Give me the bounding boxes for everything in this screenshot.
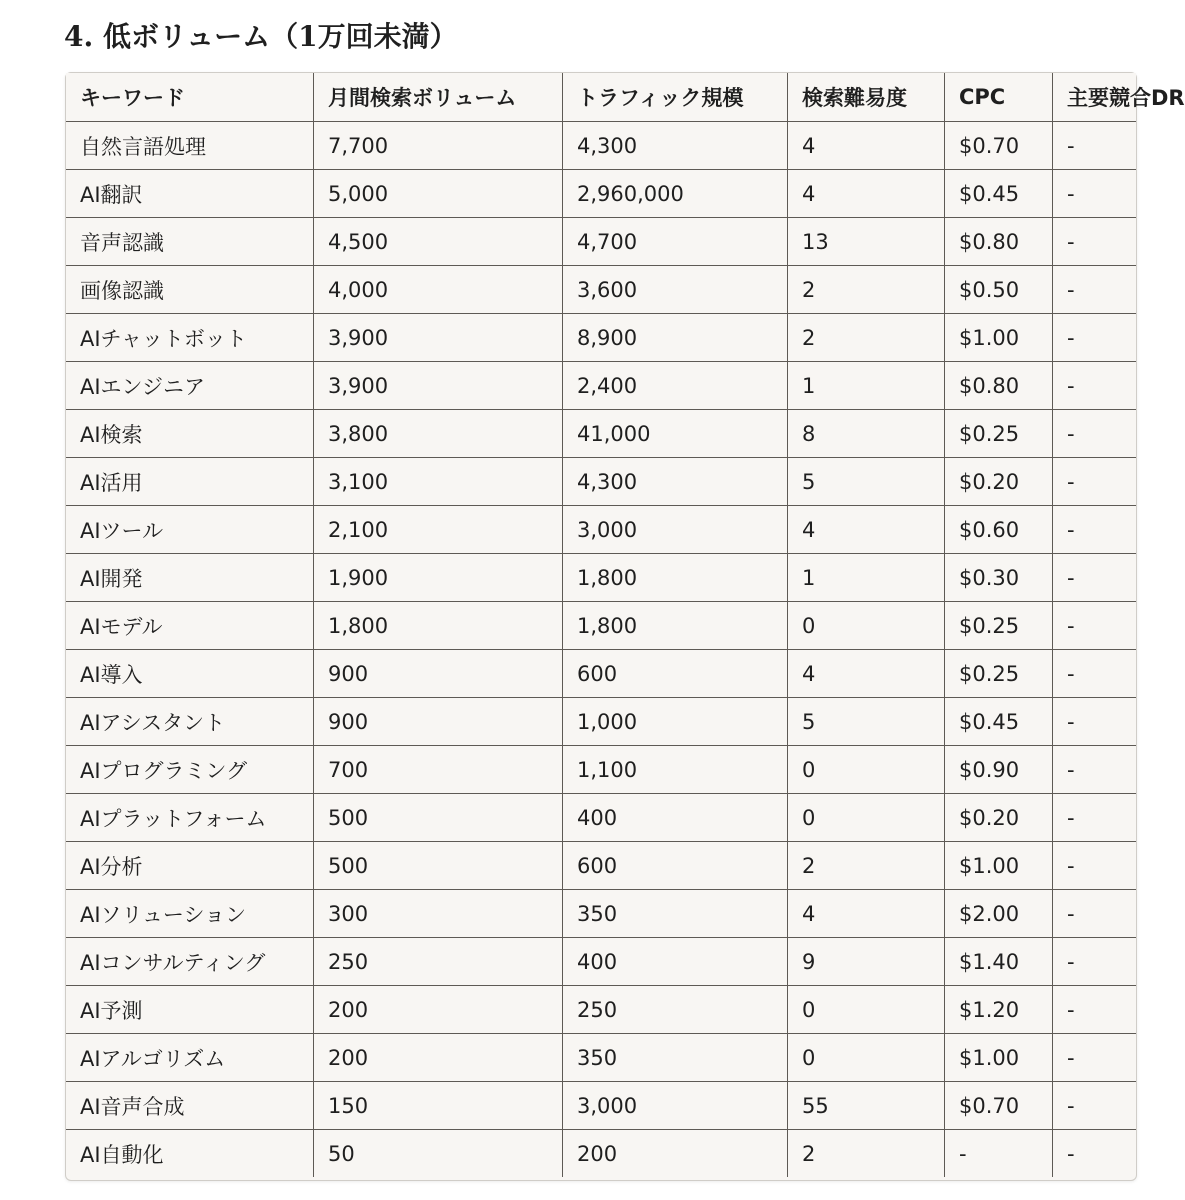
table-row	[66, 938, 1136, 986]
cell-competitor-dr: -	[1053, 794, 1137, 842]
cell-difficulty: 4	[788, 890, 945, 938]
cell-monthly-volume: 2,100	[314, 506, 563, 554]
cell-difficulty: 5	[788, 698, 945, 746]
cell-traffic: 2,400	[563, 362, 788, 410]
cell-cpc: $1.00	[945, 1034, 1053, 1082]
keyword-table-container	[65, 72, 1185, 1181]
cell-difficulty: 0	[788, 746, 945, 794]
table-body	[66, 122, 1136, 1178]
cell-competitor-dr: -	[1053, 218, 1137, 266]
column-header-difficulty: 検索難易度	[788, 73, 945, 122]
table-row	[66, 506, 1136, 554]
cell-cpc: $2.00	[945, 890, 1053, 938]
table-row	[66, 842, 1136, 890]
cell-cpc: $0.25	[945, 602, 1053, 650]
cell-cpc: -	[945, 1130, 1053, 1178]
cell-cpc: $1.00	[945, 842, 1053, 890]
cell-keyword: 画像認識	[66, 266, 314, 314]
cell-difficulty: 4	[788, 122, 945, 170]
cell-competitor-dr: -	[1053, 1082, 1137, 1130]
cell-monthly-volume: 5,000	[314, 170, 563, 218]
cell-monthly-volume: 300	[314, 890, 563, 938]
cell-difficulty: 1	[788, 554, 945, 602]
table-row	[66, 1130, 1136, 1178]
table-row	[66, 458, 1136, 506]
cell-monthly-volume: 700	[314, 746, 563, 794]
cell-keyword: AI予測	[66, 986, 314, 1034]
cell-competitor-dr: -	[1053, 122, 1137, 170]
cell-difficulty: 0	[788, 1034, 945, 1082]
cell-traffic: 400	[563, 938, 788, 986]
cell-difficulty: 2	[788, 842, 945, 890]
cell-traffic: 1,800	[563, 602, 788, 650]
cell-difficulty: 5	[788, 458, 945, 506]
cell-difficulty: 4	[788, 650, 945, 698]
cell-competitor-dr: -	[1053, 650, 1137, 698]
cell-cpc: $0.80	[945, 218, 1053, 266]
cell-difficulty: 1	[788, 362, 945, 410]
table-row	[66, 554, 1136, 602]
cell-competitor-dr: -	[1053, 746, 1137, 794]
cell-keyword: AI導入	[66, 650, 314, 698]
cell-cpc: $0.80	[945, 362, 1053, 410]
cell-traffic: 4,300	[563, 122, 788, 170]
cell-competitor-dr: -	[1053, 554, 1137, 602]
column-header-keyword: キーワード	[66, 73, 314, 122]
cell-traffic: 1,000	[563, 698, 788, 746]
keyword-table	[66, 73, 1185, 1177]
cell-cpc: $0.45	[945, 698, 1053, 746]
cell-keyword: AIツール	[66, 506, 314, 554]
cell-cpc: $1.00	[945, 314, 1053, 362]
cell-competitor-dr: -	[1053, 362, 1137, 410]
cell-keyword: AIアシスタント	[66, 698, 314, 746]
table-row	[66, 170, 1136, 218]
cell-competitor-dr: -	[1053, 938, 1137, 986]
cell-cpc: $0.45	[945, 170, 1053, 218]
cell-keyword: AI活用	[66, 458, 314, 506]
cell-keyword: AIチャットボット	[66, 314, 314, 362]
cell-monthly-volume: 50	[314, 1130, 563, 1178]
cell-monthly-volume: 1,800	[314, 602, 563, 650]
cell-competitor-dr: -	[1053, 458, 1137, 506]
cell-traffic: 3,600	[563, 266, 788, 314]
cell-keyword: AI音声合成	[66, 1082, 314, 1130]
cell-difficulty: 55	[788, 1082, 945, 1130]
cell-monthly-volume: 250	[314, 938, 563, 986]
table-header-row	[66, 73, 1136, 122]
cell-cpc: $0.30	[945, 554, 1053, 602]
cell-keyword: AIコンサルティング	[66, 938, 314, 986]
cell-keyword: AIプラットフォーム	[66, 794, 314, 842]
cell-cpc: $0.50	[945, 266, 1053, 314]
cell-monthly-volume: 200	[314, 1034, 563, 1082]
table-row	[66, 746, 1136, 794]
cell-competitor-dr: -	[1053, 314, 1137, 362]
cell-monthly-volume: 500	[314, 794, 563, 842]
cell-difficulty: 0	[788, 986, 945, 1034]
cell-difficulty: 4	[788, 506, 945, 554]
cell-keyword: AIモデル	[66, 602, 314, 650]
cell-difficulty: 0	[788, 794, 945, 842]
table-row	[66, 890, 1136, 938]
cell-difficulty: 8	[788, 410, 945, 458]
cell-competitor-dr: -	[1053, 986, 1137, 1034]
table-row	[66, 698, 1136, 746]
table-row	[66, 218, 1136, 266]
cell-cpc: $0.25	[945, 650, 1053, 698]
cell-competitor-dr: -	[1053, 266, 1137, 314]
table-row	[66, 986, 1136, 1034]
cell-keyword: AI自動化	[66, 1130, 314, 1178]
table-row	[66, 1082, 1136, 1130]
cell-cpc: $0.90	[945, 746, 1053, 794]
cell-monthly-volume: 4,000	[314, 266, 563, 314]
cell-monthly-volume: 900	[314, 650, 563, 698]
cell-competitor-dr: -	[1053, 1130, 1137, 1178]
cell-keyword: 音声認識	[66, 218, 314, 266]
table-row	[66, 266, 1136, 314]
cell-difficulty: 9	[788, 938, 945, 986]
cell-cpc: $0.70	[945, 1082, 1053, 1130]
cell-monthly-volume: 3,900	[314, 314, 563, 362]
cell-monthly-volume: 4,500	[314, 218, 563, 266]
table-row	[66, 410, 1136, 458]
cell-competitor-dr: -	[1053, 410, 1137, 458]
column-header-traffic: トラフィック規模	[563, 73, 788, 122]
cell-traffic: 350	[563, 890, 788, 938]
cell-difficulty: 2	[788, 314, 945, 362]
cell-keyword: AIプログラミング	[66, 746, 314, 794]
cell-traffic: 41,000	[563, 410, 788, 458]
cell-monthly-volume: 150	[314, 1082, 563, 1130]
cell-competitor-dr: -	[1053, 1034, 1137, 1082]
cell-difficulty: 2	[788, 1130, 945, 1178]
cell-competitor-dr: -	[1053, 170, 1137, 218]
cell-monthly-volume: 3,900	[314, 362, 563, 410]
cell-monthly-volume: 200	[314, 986, 563, 1034]
cell-traffic: 1,100	[563, 746, 788, 794]
table-row	[66, 362, 1136, 410]
cell-traffic: 400	[563, 794, 788, 842]
table-row	[66, 314, 1136, 362]
column-header-monthly-volume: 月間検索ボリューム	[314, 73, 563, 122]
section-title: 4. 低ボリューム（1万回未満）	[64, 20, 458, 53]
cell-competitor-dr: -	[1053, 602, 1137, 650]
cell-difficulty: 4	[788, 170, 945, 218]
table-row	[66, 122, 1136, 170]
cell-monthly-volume: 900	[314, 698, 563, 746]
column-header-cpc: CPC	[945, 73, 1053, 122]
cell-monthly-volume: 7,700	[314, 122, 563, 170]
cell-traffic: 350	[563, 1034, 788, 1082]
cell-keyword: AI開発	[66, 554, 314, 602]
cell-keyword: AIアルゴリズム	[66, 1034, 314, 1082]
cell-difficulty: 0	[788, 602, 945, 650]
cell-monthly-volume: 1,900	[314, 554, 563, 602]
cell-keyword: AI翻訳	[66, 170, 314, 218]
cell-cpc: $0.70	[945, 122, 1053, 170]
cell-competitor-dr: -	[1053, 698, 1137, 746]
cell-traffic: 600	[563, 650, 788, 698]
cell-traffic: 600	[563, 842, 788, 890]
cell-traffic: 1,800	[563, 554, 788, 602]
cell-difficulty: 2	[788, 266, 945, 314]
cell-traffic: 3,000	[563, 1082, 788, 1130]
cell-traffic: 4,700	[563, 218, 788, 266]
cell-keyword: 自然言語処理	[66, 122, 314, 170]
cell-monthly-volume: 3,800	[314, 410, 563, 458]
cell-monthly-volume: 3,100	[314, 458, 563, 506]
cell-cpc: $0.25	[945, 410, 1053, 458]
cell-difficulty: 13	[788, 218, 945, 266]
table-row	[66, 650, 1136, 698]
cell-cpc: $1.40	[945, 938, 1053, 986]
cell-keyword: AI分析	[66, 842, 314, 890]
cell-competitor-dr: -	[1053, 506, 1137, 554]
cell-cpc: $0.60	[945, 506, 1053, 554]
cell-keyword: AI検索	[66, 410, 314, 458]
column-header-competitor-dr: 主要競合DR	[1053, 73, 1137, 122]
cell-cpc: $0.20	[945, 794, 1053, 842]
table-row	[66, 1034, 1136, 1082]
table-row	[66, 794, 1136, 842]
cell-monthly-volume: 500	[314, 842, 563, 890]
cell-cpc: $0.20	[945, 458, 1053, 506]
cell-traffic: 4,300	[563, 458, 788, 506]
cell-keyword: AIソリューション	[66, 890, 314, 938]
cell-traffic: 200	[563, 1130, 788, 1178]
cell-traffic: 250	[563, 986, 788, 1034]
cell-traffic: 2,960,000	[563, 170, 788, 218]
cell-competitor-dr: -	[1053, 890, 1137, 938]
cell-cpc: $1.20	[945, 986, 1053, 1034]
cell-competitor-dr: -	[1053, 842, 1137, 890]
cell-keyword: AIエンジニア	[66, 362, 314, 410]
cell-traffic: 8,900	[563, 314, 788, 362]
table-row	[66, 602, 1136, 650]
cell-traffic: 3,000	[563, 506, 788, 554]
